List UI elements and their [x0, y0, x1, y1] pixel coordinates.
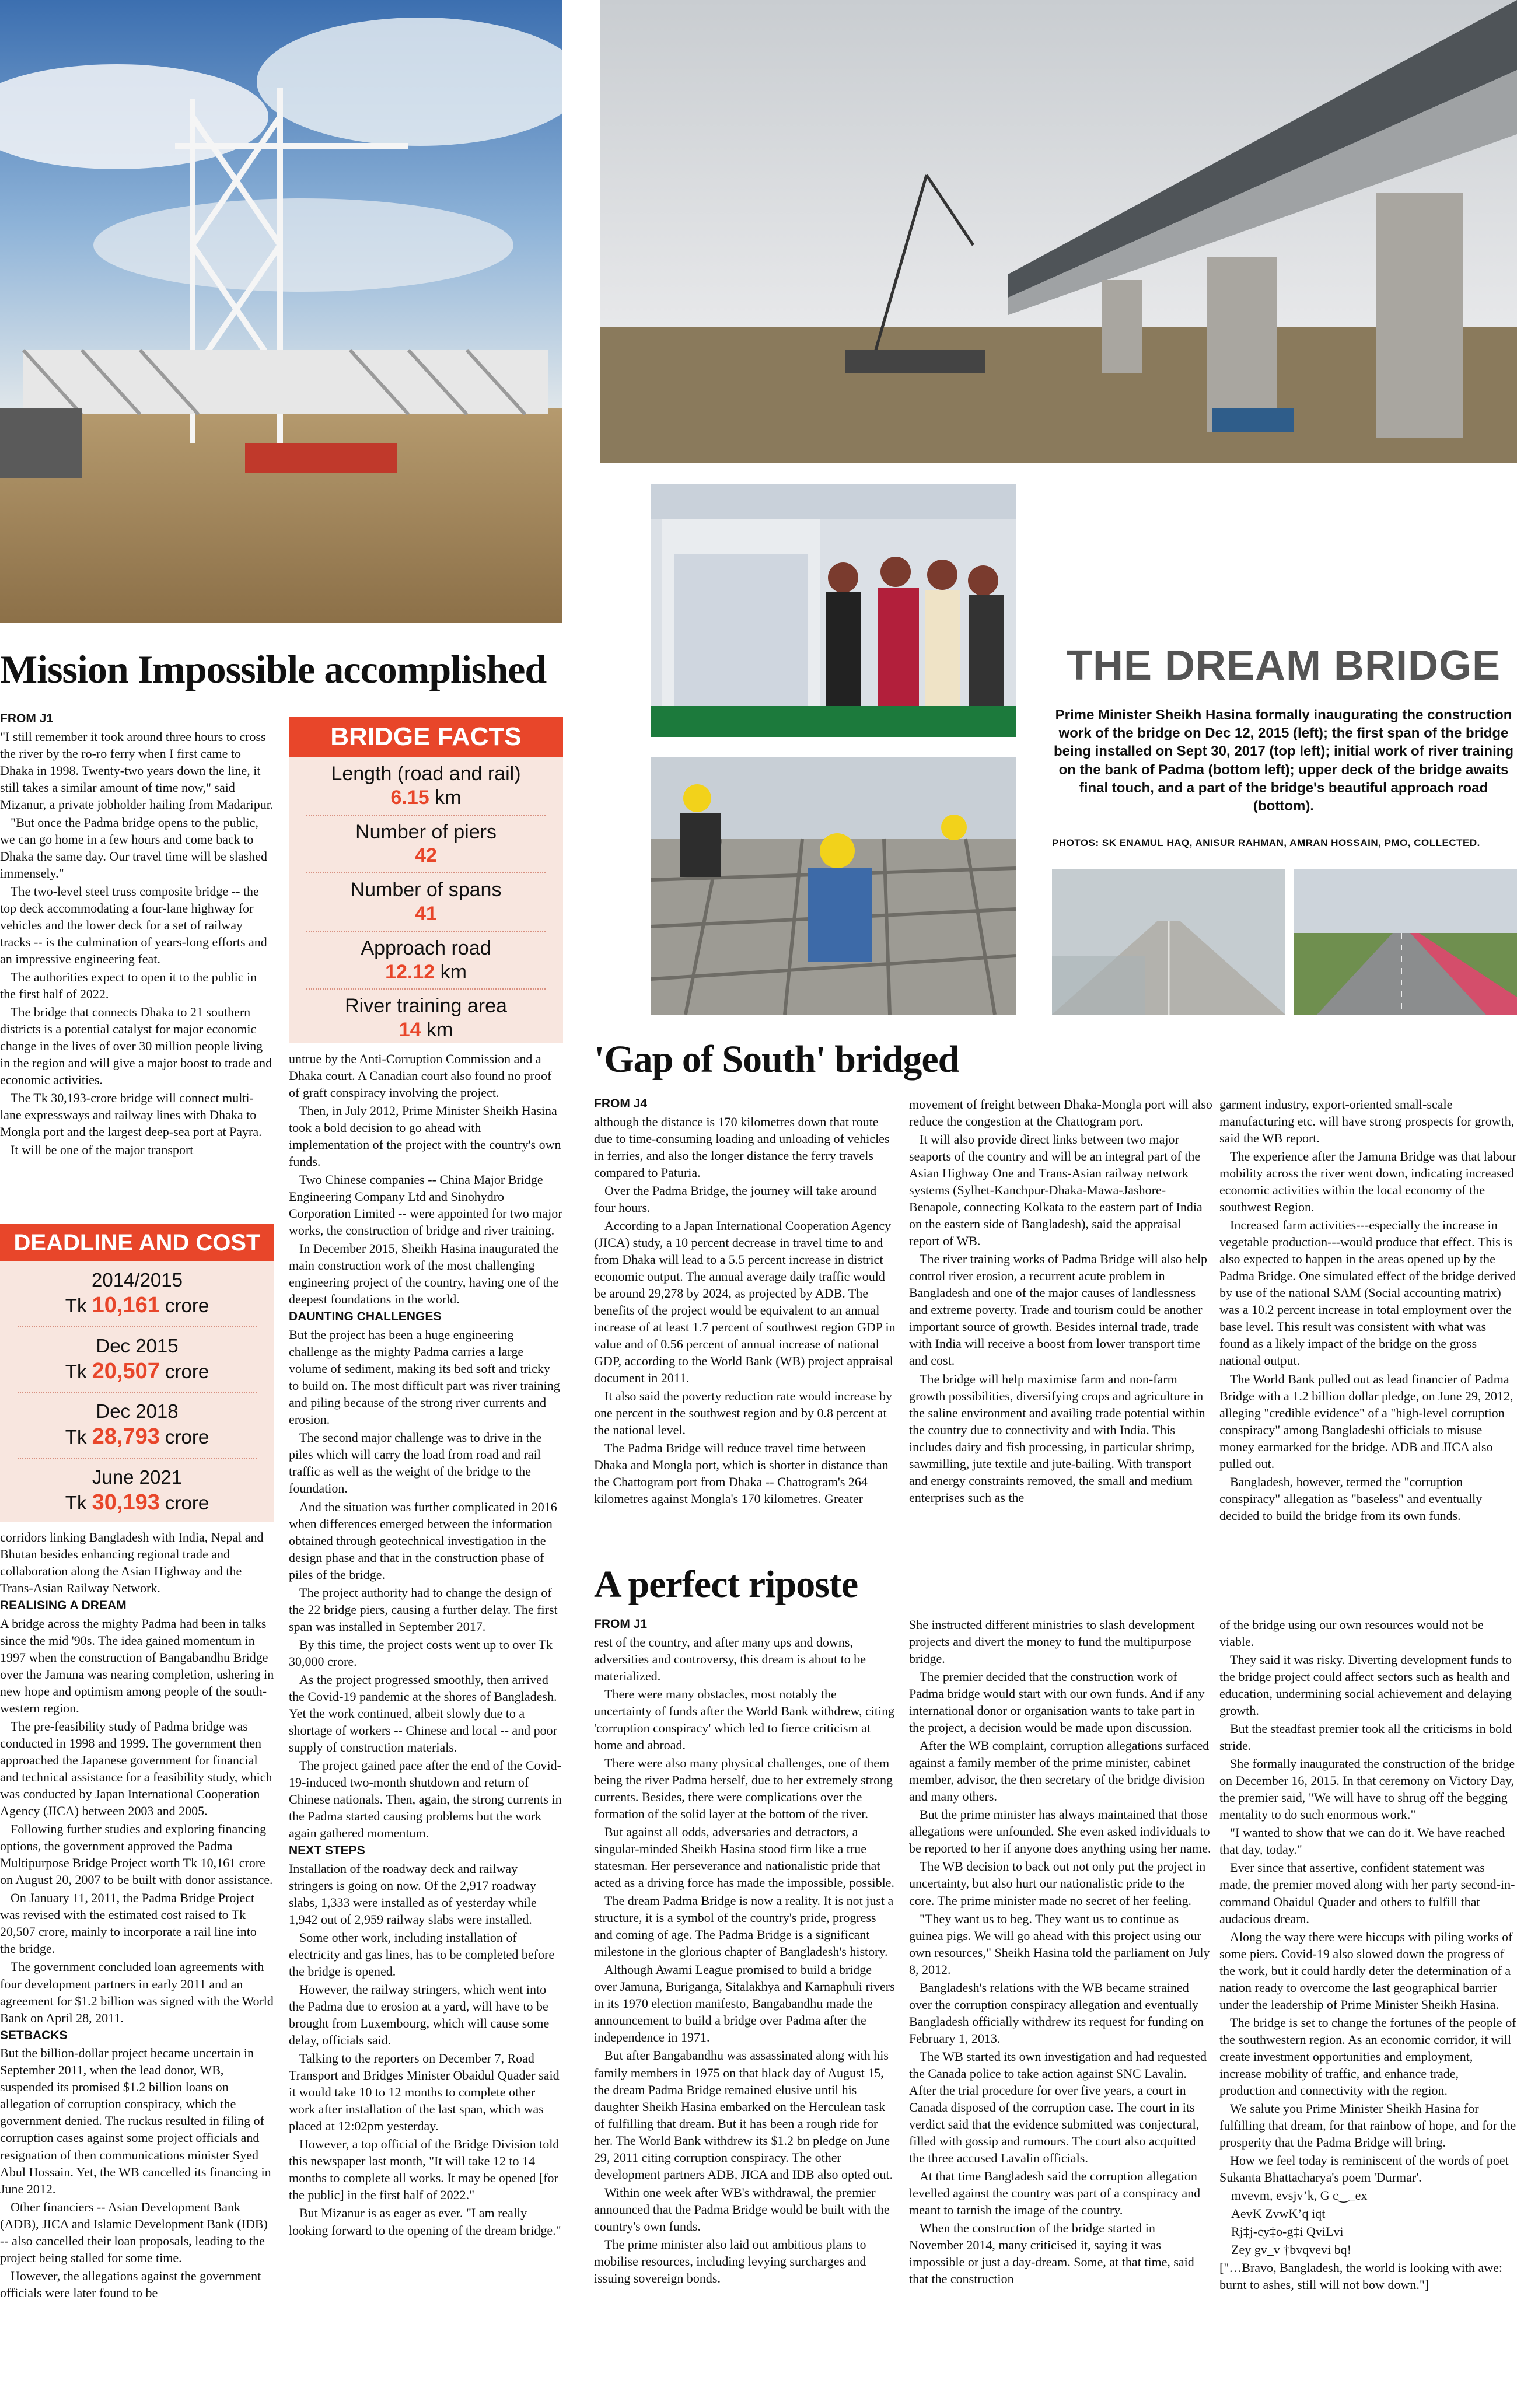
gap-para: The Padma Bridge will reduce travel time between Dhaka and Mongla port, which is shorter in distance than the Chattogram port from Dhaka -- Chattogram's 264 kilometres against Mongla's 170 kilometres. Greater — [594, 1441, 889, 1507]
photo-approach-road — [1294, 869, 1517, 1015]
mission-para: The authorities expect to open it to the public in the first half of 2022. — [0, 970, 257, 1002]
fact-label: River training area — [345, 995, 507, 1018]
photo-span-lifting — [0, 0, 562, 623]
mission-para: Then, in July 2012, Prime Minister Sheikh Hasina took a bold decision to go ahead with implementation of the project with the country's own funds. — [289, 1103, 561, 1169]
photo-span-lifting-image — [0, 0, 562, 623]
deadline-suffix: crore — [165, 1492, 209, 1514]
gap-para: It also said the poverty reduction rate would increase by one percent in the southwest region and by 0.8 percent at the national level. — [594, 1389, 893, 1438]
riposte-para: The premier decided that the construction work of Padma bridge would start with our own funds. And if any international donor or organisation wants to take part in the project, a decision would be made upon discussion. — [909, 1669, 1205, 1735]
deadline-separator — [18, 1392, 257, 1393]
riposte-para: She formally inaugurated the construction of the bridge on December 16, 2015. In that ceremony on Victory Day, the premier said, "We will have to shrug off the begging mentality to do such enormous work." — [1219, 1756, 1515, 1822]
riposte-from: FROM J1 — [594, 1617, 648, 1631]
fact-value: 14 — [399, 1019, 421, 1042]
deadline-date: 2014/2015 — [92, 1269, 183, 1291]
mission-para: But the project has been a huge engineering challenge as the mighty Padma carries a large volume of sediment, making its bed soft and tricky to build on. The most difficult part was river training and piling because of the strong river currents and erosion. — [289, 1327, 560, 1427]
photo-approach-road-image — [1294, 869, 1517, 1015]
mission-para: By this time, the project costs went up to over Tk 30,000 crore. — [289, 1637, 553, 1669]
mission-para: The bridge that connects Dhaka to 21 southern districts is a potential catalyst for major economic change in the lives of over 30 million people living in the region and will give a major boost to trade and economic activities. — [0, 1005, 272, 1088]
photo-inauguration-image — [651, 484, 1016, 737]
riposte-para: The WB decision to back out not only put the project in uncertainty, but also hurt our nationalistic pride to the core. The prime minister made no secret of her feeling. — [909, 1859, 1206, 1908]
subhead-next-steps: NEXT STEPS — [289, 1844, 365, 1858]
fact-value: 42 — [415, 844, 437, 867]
gap-para: Bangladesh, however, termed the "corruption conspiracy" allegation as "baseless" and eventually decided to build the bridge from its own funds. — [1219, 1474, 1483, 1523]
mission-para: On January 11, 2011, the Padma Bridge Project was revised with the estimated cost raised to Tk 20,507 crore, mainly to incorporate a rail line into the bridge. — [0, 1890, 257, 1956]
gap-para: The river training works of Padma Bridge will also help control river erosion, a recurrent acute problem in Bangladesh and one of the major causes of landlessness and extreme poverty. Trade and tourism could be another important source of growth. Besides internal trade, trade with India will receive a boost from lower transport time and cost. — [909, 1252, 1208, 1368]
gap-para: The World Bank pulled out as lead financier of Padma Bridge with a 1.2 billion dollar pledge, on June 29, 2012, alleging "credible evidence" of a "high-level corruption conspiracy" among Bangladeshi officials to misuse money earmarked for the bridge. ADB and JICA also pulled out. — [1219, 1371, 1513, 1471]
riposte-para: At that time Bangladesh said the corruption allegation levelled against the country was part of a conspiracy and meant to tarnish the image of the country. — [909, 2169, 1201, 2218]
riposte-para: The WB started its own investigation and had requested the Canada police to take action against SNC Lavalin. After the trial procedure for over five years, a court in Canada disposed of the corruption case. The court in its verdict said that the evidence submitted was conjectural, filled with gossip and rumours. The court also acquitted the three accused Lavalin officials. — [909, 2049, 1207, 2165]
deadline-prefix: Tk — [65, 1295, 87, 1317]
deadline-item — [0, 1268, 274, 1319]
deadline-separator — [18, 1458, 257, 1459]
deadline-item — [0, 1400, 274, 1451]
poem-line: Zey gv_v †bvqvevi bq! — [1231, 2242, 1351, 2257]
gap-para: The bridge will help maximise farm and non-farm growth possibilities, diversifying crops and agriculture in the saline environment and availing trade potential within the country due to connectivity and with India. This includes dairy and fish processing, in particular shrimp, sawmilling, jute textile and jute-bailing. With transport and energy constraints removed, the small and medium enterprises such as the — [909, 1371, 1205, 1505]
gap-para: garment industry, export-oriented small-scale manufacturing etc. will have strong prospects for growth, said the WB report. — [1219, 1097, 1515, 1146]
fact-river-training — [289, 994, 563, 1042]
mission-para: corridors linking Bangladesh with India, Nepal and Bhutan besides enhancing regional trade and collaboration along the Asian Highway and the Trans-Asian Railway Network. — [0, 1530, 264, 1596]
mission-para: However, the allegations against the government officials were later found to be — [0, 2268, 261, 2300]
fact-value: 6.15 — [390, 786, 429, 809]
fact-spans — [289, 878, 563, 926]
deadline-amount: 30,193 — [92, 1490, 160, 1515]
fact-label: Number of spans — [350, 879, 502, 901]
mission-para: But Mizanur is as eager as ever. "I am really looking forward to the opening of the dream bridge." — [289, 2206, 561, 2238]
gap-para: Increased farm activities---especially the increase in vegetable production---would produce that effect. This is also expected to happen in the areas opened up by the Padma Bridge. One simulated effect of the bridge derived by use of the national SAM (Social accounting matrix) was a 10.2 percent increase in total employment over the base level. This result was consistent with what was found as a likely impact of the bridge on the gross national output. — [1219, 1218, 1516, 1368]
riposte-col2 — [909, 1616, 1212, 2407]
poem-translation: ["…Bravo, Bangladesh, the world is looking with awe: burnt to ashes, still will not bow down."] — [1219, 2260, 1502, 2292]
deadline-suffix: crore — [165, 1295, 209, 1317]
riposte-para: Ever since that assertive, confident statement was made, the premier moved along with her party second-in-command Obaidul Quader and others to fulfill that audacious dream. — [1219, 1860, 1515, 1926]
riposte-para: The bridge is set to change the fortunes of the people of the southwestern region. As an economic corridor, it will create investment opportunities and employment, increase mobility of traffic, and enhance trade, production and connectivity with the region. — [1219, 2015, 1516, 2098]
fact-value: 12.12 — [385, 960, 435, 983]
gap-from: FROM J4 — [594, 1097, 648, 1110]
riposte-para: She instructed different ministries to slash development projects and divert the money to fund the multipurpose bridge. — [909, 1617, 1195, 1666]
fact-unit: km — [426, 1019, 453, 1042]
mission-para: A bridge across the mighty Padma had been in talks since the mid '90s. The idea gained momentum in 1997 when the construction of Bangabandhu Bridge over the Jamuna was nearing completion, ushering in new hope and optimism among people of the south-western region. — [0, 1616, 274, 1715]
subhead-realising-dream: REALISING A DREAM — [0, 1599, 127, 1613]
gap-col1 — [594, 1096, 897, 1551]
riposte-para: They said it was risky. Diverting development funds to the bridge project could affect sectors such as health and education, undermining social achievement and delaying growth. — [1219, 1652, 1512, 1718]
fact-piers — [289, 820, 563, 868]
deadline-suffix: crore — [165, 1426, 209, 1448]
mission-para: However, a top official of the Bridge Division told this newspaper last month, "It will take 12 to 14 months to complete all works. It may be opened [for the public] in the first half of 2022." — [289, 2137, 560, 2203]
deadline-cost-title: DEADLINE AND COST — [0, 1224, 274, 1261]
riposte-para: Along the way there were hiccups with piling works of some piers. Covid-19 also slowed down the progress of the work, but it could hardly deter the determination of a nation ready to overcome the last geographical barrier under the leadership of Prime Minister Sheikh Hasina. — [1219, 1929, 1513, 2012]
mission-para: The second major challenge was to drive in the piles which will carry the load from road and rail traffic as well as the weight of the bridge to the foundation. — [289, 1430, 542, 1496]
riposte-para: Although Awami League promised to build a bridge over Jamuna, Buriganga, Sitalakhya and Karnaphuli rivers in its 1970 election manifesto, Bangabandhu made the announcement to build a bridge over Padma after the independence in 1971. — [594, 1962, 895, 2045]
deadline-prefix: Tk — [65, 1492, 87, 1514]
mission-para: "I still remember it took around three hours to cross the river by the ro-ro ferry when I first came to Dhaka in 1998. Twenty-two years down the line, it still takes a similar amount of time now," said Mizanur, a private jobholder hailing from Madaripur. — [0, 729, 274, 812]
gap-para: The experience after the Jamuna Bridge was that labour mobility across the river went down, indicating increased economic activities within the local economy of the southwest Region. — [1219, 1149, 1517, 1215]
mission-para: The pre-feasibility study of Padma bridge was conducted in 1998 and 1999. The government then approached the Japanese government for financial and technical assistance for a feasibility study, which was conducted by Japan International Cooperation Agency (JICA) between 2003 and 2005. — [0, 1719, 272, 1819]
mission-para: The two-level steel truss composite bridge -- the top deck accommodating a four-lane highway for vehicles and the lower deck for a set of railway tracks -- is the culmination of years-long efforts and an impressive engineering feat. — [0, 884, 267, 967]
deadline-date: Dec 2015 — [96, 1334, 179, 1357]
deadline-date: Dec 2018 — [96, 1400, 179, 1423]
bridge-facts-title: BRIDGE FACTS — [289, 717, 563, 757]
riposte-para: The dream Padma Bridge is now a reality. It is not just a structure, it is a symbol of the country's pride, progress and coming of age. The Padma Bridge is a significant milestone in the glorious chapter of Bangladesh's history. — [594, 1893, 894, 1959]
mission-para: Some other work, including installation of electricity and gas lines, has to be completed before the bridge is opened. — [289, 1930, 555, 1979]
gap-para: According to a Japan International Cooperation Agency (JICA) study, a 10 percent decrease in travel time to and from Dhaka will lead to a 5.5 percent increase in district economic output. The annual average daily traffic would be around 29,278 by 2024, as projected by ADB. The benefits of the project would be equivalent to an annual increase of at least 1.7 percent of southwest region GDP in value and of 0.56 percent of annual increase of national GDP, according to the World Bank (WB) project appraisal document in 2011. — [594, 1218, 896, 1386]
fact-value: 41 — [415, 902, 437, 925]
riposte-para: Within one week after WB's withdrawal, the premier announced that the Padma Bridge would be built with the country's own funds. — [594, 2185, 890, 2234]
mission-col1-top — [0, 711, 274, 1160]
mission-para: The project authority had to change the design of the 22 bridge piers, causing a further delay. The first span was installed in September 2017. — [289, 1585, 558, 1634]
gap-headline: 'Gap of South' bridged — [594, 1038, 959, 1081]
gap-para: It will also provide direct links between two major seaports of the country and will be an integral part of the Asian Highway One and Trans-Asian railway network systems (Sylhet-Kanchpur-Dhaka-Mawa-Jashore-Benapole, connecting Kolkata to the eastern part of India on the eastern side of Bangladesh), said the appraisal report of WB. — [909, 1132, 1203, 1249]
dream-bridge-caption: Prime Minister Sheikh Hasina formally inaugurating the construction work of the bridge on Dec 12, 2015 (left); the first span of the bridge being installed on Sept 30, 2017 (top left); initial work of river training on the bank of Padma (bottom left); upper deck of the bridge awaits final touch, and a part of the bridge's beautiful approach road (bottom). — [1053, 707, 1514, 814]
mission-para: It will be one of the major transport — [11, 1142, 194, 1158]
mission-para: Talking to the reporters on December 7, Road Transport and Bridges Minister Obaidul Quader said it would take 10 to 12 months to complete other work after installation of the last span, which was placed at 12:02pm yesterday. — [289, 2051, 560, 2134]
riposte-para: "I wanted to show that we can do it. We have reached that day, today." — [1219, 1825, 1505, 1857]
fact-separator — [306, 815, 546, 816]
deadline-item — [0, 1334, 274, 1385]
mission-para: "But once the Padma bridge opens to the public, we can go home in a few hours and come back to Dhaka the same day. Our travel time will be slashed immensely." — [0, 815, 267, 880]
mission-col1-bottom — [0, 1529, 274, 2404]
fact-length — [289, 762, 563, 810]
mission-col2 — [289, 1050, 563, 2407]
photo-upper-deck — [1052, 869, 1285, 1015]
deadline-suffix: crore — [165, 1360, 209, 1382]
riposte-para: How we feel today is reminiscent of the words of poet Sukanta Bhattacharya's poem 'Durmar'. — [1219, 2152, 1509, 2185]
mission-para: untrue by the Anti-Corruption Commission and a Dhaka court. A Canadian court also found no proof of graft conspiracy involving the project. — [289, 1051, 552, 1100]
mission-para: Following further studies and exploring financing options, the government approved the Padma Multipurpose Bridge Project worth Tk 10,161 crore on August 20, 2007 to be built with donor assistance. — [0, 1822, 273, 1888]
dream-bridge-title: THE DREAM BRIDGE — [1066, 642, 1501, 689]
riposte-para: We salute you Prime Minister Sheikh Hasina for fulfilling that dream, for that rainbow of hope, and for the prosperity that the Padma Bridge will bring. — [1219, 2101, 1516, 2150]
mission-para: The Tk 30,193-crore bridge will connect multi-lane expressways and railway lines with Dhaka to Mongla port and the largest deep-sea port at Payra. — [0, 1091, 262, 1140]
riposte-para: After the WB complaint, corruption allegations surfaced against a family member of the prime minister, cabinet member, advisor, the then secretary of the bridge division and many others. — [909, 1738, 1210, 1804]
deadline-amount: 10,161 — [92, 1293, 160, 1318]
deadline-date: June 2021 — [92, 1466, 183, 1488]
mission-from: FROM J1 — [0, 712, 54, 725]
fact-separator — [306, 872, 546, 873]
riposte-headline: A perfect riposte — [594, 1563, 858, 1606]
riposte-col3 — [1219, 1616, 1517, 2407]
deadline-prefix: Tk — [65, 1360, 87, 1382]
riposte-para: But against all odds, adversaries and detractors, a singular-minded Sheikh Hasina stood firm like a true statesman. Her perseverance and nationalistic pride that acted as a driving force has made the impossible, possible. — [594, 1825, 895, 1890]
riposte-para: of the bridge using our own resources would not be viable. — [1219, 1617, 1484, 1649]
mission-para: Two Chinese companies -- China Major Bridge Engineering Company Ltd and Sinohydro Corporation Limited -- were appointed for two major works, the construction of bridge and river training. — [289, 1172, 562, 1238]
riposte-para: When the construction of the bridge started in November 2014, many criticised it, saying it was impossible or just a day-dream. Some, at that time, said that the construction — [909, 2221, 1194, 2287]
poem-line: AevK ZvwK’q iqt — [1231, 2206, 1326, 2221]
photo-credits: PHOTOS: SK ENAMUL HAQ, ANISUR RAHMAN, AMRAN HOSSAIN, PMO, COLLECTED. — [1052, 837, 1480, 848]
subhead-daunting-challenges: DAUNTING CHALLENGES — [289, 1310, 442, 1324]
mission-para: Installation of the roadway deck and railway stringers is going on now. Of the 2,917 roadway slabs, 1,333 were installed as of yesterday while 1,942 out of 2,959 railway slabs were installed. — [289, 1861, 537, 1927]
mission-para: The government concluded loan agreements with four development partners in early 2011 and an agreement for $1.2 billion was signed with the World Bank on April 28, 2011. — [0, 1959, 274, 2025]
deadline-item — [0, 1466, 274, 1516]
mission-para: The project gained pace after the end of the Covid-19-induced two-month shutdown and return of Chinese nationals. Then, again, the strong currents in the Padma started causing problems but the work again gathered momentum. — [289, 1757, 562, 1841]
photo-bridge-deck-image — [600, 0, 1517, 463]
gap-para: although the distance is 170 kilometres down that route due to time-consuming loading and unloading of vehicles in ferries, and also the longer distance the ferry travels compared to Paturia. — [594, 1114, 890, 1180]
deadline-amount: 20,507 — [92, 1358, 160, 1383]
deadline-separator — [18, 1326, 257, 1327]
fact-unit: km — [440, 960, 467, 983]
mission-para: In December 2015, Sheikh Hasina inaugurated the main construction work of the most challenging engineering project of the country, having one of the deepest foundations in the world. — [289, 1241, 559, 1307]
fact-unit: km — [435, 786, 462, 809]
mission-para: As the project progressed smoothly, then arrived the Covid-19 pandemic at the shores of Bangladesh. Yet the work continued, albeit slowly due to a shortage of workers -- Chinese and local -- and poor supply of construction materials. — [289, 1672, 558, 1755]
fact-label: Approach road — [361, 936, 491, 959]
photo-workers — [651, 757, 1016, 1015]
photo-upper-deck-image — [1052, 869, 1285, 1015]
riposte-para: Bangladesh's relations with the WB became strained over the corruption conspiracy allegation and eventually Bangladesh officially withdrew its request for funding on February 1, 2013. — [909, 1980, 1204, 2046]
gap-para: movement of freight between Dhaka-Mongla port will also reduce the congestion at the Chattogram port. — [909, 1097, 1212, 1129]
fact-label: Number of piers — [355, 820, 497, 843]
gap-para: Over the Padma Bridge, the journey will take around four hours. — [594, 1183, 877, 1215]
riposte-para: But after Bangabandhu was assassinated along with his family members in 1975 on that black day of August 15, the dream Padma Bridge remained elusive until his daughter Sheikh Hasina embarked on the Herculean task of fulfilling that dream. But it has been a rough ride for her. The World Bank withdrew its $1.2 bn pledge on June 29, 2011 citing corruption conspiracy. The other development partners ADB, JICA and IDB also opted out. — [594, 2048, 893, 2182]
deadline-amount: 28,793 — [92, 1424, 160, 1449]
poem-line: mvevm, evsjv’k, G c‿_ex — [1231, 2188, 1368, 2203]
photo-inauguration — [651, 484, 1016, 737]
riposte-col1 — [594, 1616, 897, 2407]
gap-col2 — [909, 1096, 1212, 1551]
photo-bridge-deck — [600, 0, 1517, 463]
mission-para: However, the railway stringers, which went into the Padma due to erosion at a yard, will have to be brought from Luxembourg, which will cause some delay, officials said. — [289, 1982, 550, 2048]
poem-line: Rj‡j-cy‡o-g‡i QviLvi — [1231, 2224, 1344, 2239]
fact-approach-road — [289, 936, 563, 984]
riposte-para: The prime minister also laid out ambitious plans to mobilise resources, including levying surcharges and issuing sovereign bonds. — [594, 2236, 866, 2285]
deadline-cost-box — [0, 1224, 274, 1522]
riposte-para: There were many obstacles, most notably the uncertainty of funds after the World Bank withdrew, citing 'corruption conspiracy' which led to fierce criticism at home and abroad. — [594, 1686, 895, 1752]
mission-para: And the situation was further complicated in 2016 when differences emerged between the information obtained through geotechnical investigation in the design phase and that in the construction phase of piles of the bridge. — [289, 1499, 557, 1582]
riposte-para: There were also many physical challenges, one of them being the river Padma herself, due to her extremely strong currents. Besides, there were complications over the formation of the solid layer at the bottom of the river. — [594, 1755, 893, 1822]
bridge-facts-box — [289, 717, 563, 1043]
subhead-setbacks: SETBACKS — [0, 2028, 68, 2042]
fact-separator — [306, 988, 546, 990]
riposte-para: But the steadfast premier took all the criticisms in bold stride. — [1219, 1721, 1512, 1753]
mission-para: But the billion-dollar project became uncertain in September 2011, when the lead donor, WB, suspended its promised $1.2 billion loans on allegation of corruption conspiracy, which the government denied. The ruckus resulted in filing of corruption cases against some project officials and resignation of then communications minister Syed Abul Hossain. Yet, the WB cancelled its financing in June 2012. — [0, 2046, 271, 2196]
riposte-para: But the prime minister has always maintained that those allegations were unfounded. She even asked individuals to be reported to her if anyone does anything using her name. — [909, 1807, 1211, 1856]
mission-para: Other financiers -- Asian Development Bank (ADB), JICA and Islamic Development Bank (IDB) -- also cancelled their loan proposals, leading to the project being stalled for some time. — [0, 2199, 268, 2265]
mission-headline: Mission Impossible accomplished — [0, 647, 547, 691]
fact-label: Length (road and rail) — [331, 763, 521, 785]
gap-col3 — [1219, 1096, 1517, 1551]
deadline-prefix: Tk — [65, 1426, 87, 1448]
fact-separator — [306, 931, 546, 932]
riposte-para: "They want us to beg. They want us to continue as guinea pigs. We will go ahead with this project using our own resources," Sheikh Hasina told the parliament on July 8, 2012. — [909, 1911, 1210, 1977]
riposte-para: rest of the country, and after many ups and downs, adversities and controversy, this dream is about to be materialized. — [594, 1634, 866, 1683]
photo-workers-image — [651, 757, 1016, 1015]
